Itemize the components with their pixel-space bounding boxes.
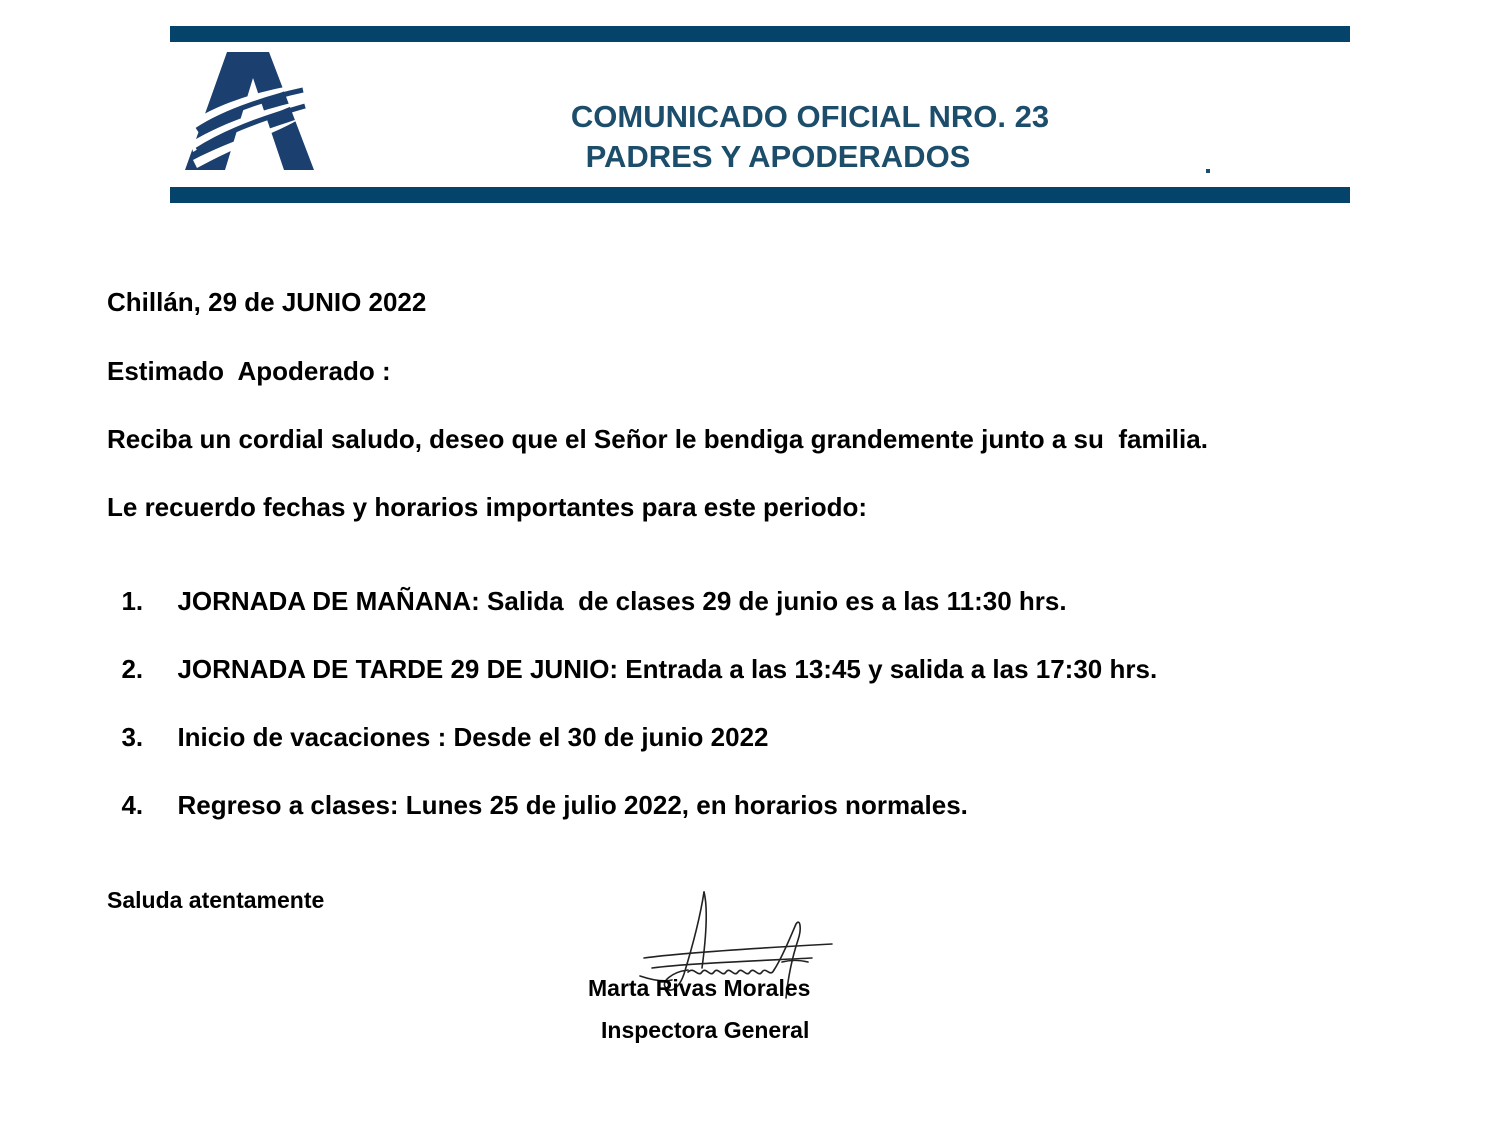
header-bottom-bar <box>170 187 1350 203</box>
communique-subtitle: PADRES Y APODERADOS <box>585 139 971 174</box>
list-item-text: JORNADA DE TARDE 29 DE JUNIO: Entrada a las 13:45 y salida a las 17:30 hrs. <box>177 654 1158 684</box>
communique-title: COMUNICADO OFICIAL NRO. 23 <box>570 99 1050 134</box>
list-item-text: Inicio de vacaciones : Desde el 30 de junio 2022 <box>177 722 769 752</box>
place-date: Chillán, 29 de JUNIO 2022 <box>107 287 427 317</box>
list-item-number: 4. <box>121 790 144 820</box>
intro-paragraph: Reciba un cordial saludo, deseo que el Señor le bendiga grandemente junto a su familia. <box>107 424 1208 454</box>
signer-name: Marta Rivas Morales <box>588 975 811 1001</box>
list-item <box>107 562 1067 614</box>
header-dot-mark <box>1206 169 1210 173</box>
list-item-number: 3. <box>121 722 144 752</box>
list-item-text: Regreso a clases: Lunes 25 de julio 2022, en horarios normales. <box>177 790 968 820</box>
list-item-number: 2. <box>121 654 144 684</box>
list-item <box>107 698 768 750</box>
list-item <box>107 630 1157 682</box>
school-logo-a-icon <box>183 50 318 172</box>
closing-line: Saluda atentamente <box>107 887 325 913</box>
lead-paragraph: Le recuerdo fechas y horarios importantes para este periodo: <box>107 492 868 522</box>
list-item-text: JORNADA DE MAÑANA: Salida de clases 29 de junio es a las 11:30 hrs. <box>177 586 1067 616</box>
greeting: Estimado Apoderado : <box>107 356 391 386</box>
signer-role: Inspectora General <box>601 1017 810 1043</box>
header-top-bar <box>170 26 1350 42</box>
list-item <box>107 766 968 818</box>
list-item-number: 1. <box>121 586 144 616</box>
